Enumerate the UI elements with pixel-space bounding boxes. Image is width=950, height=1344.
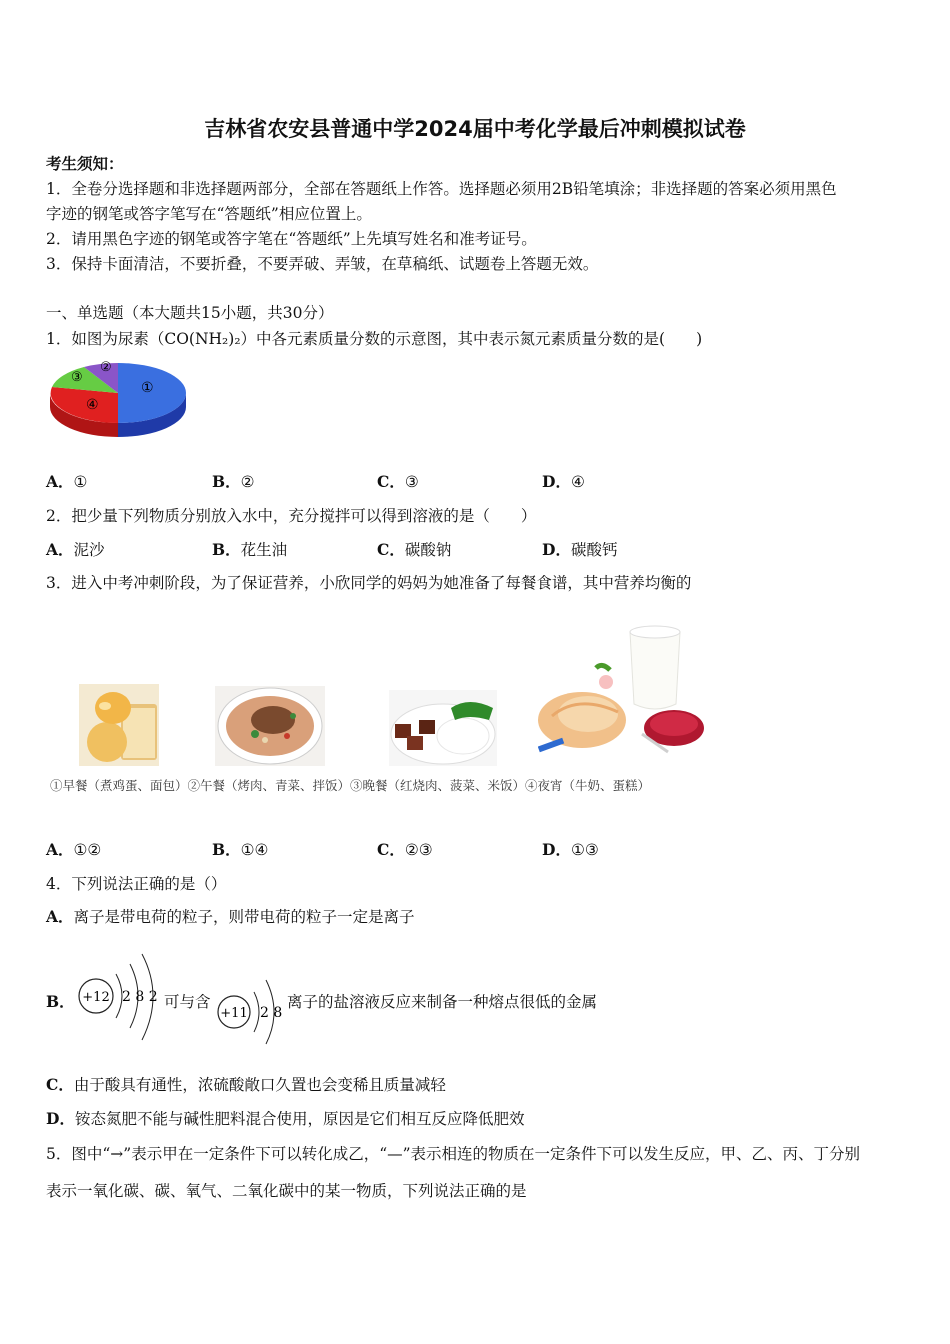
q4-option-c[interactable] [46,1073,446,1095]
breakfast-image [79,684,159,766]
option-text: ① [73,473,88,491]
option-text: 铵态氮肥不能与碱性肥料混合使用，原因是它们相互反应降低肥效 [74,1110,525,1128]
q4-option-a[interactable] [46,905,415,927]
nucleus-charge: +11 [220,1006,248,1021]
electron-shells: 2 8 2 [122,989,158,1005]
pie-label-3: ③ [71,370,83,385]
option-text: ①② [73,841,102,859]
option-text: ③ [404,473,419,491]
option-letter: C． [377,472,405,491]
notice-heading: 考生须知： [46,154,124,173]
question-2-stem: 2．把少量下列物质分别放入水中，充分搅拌可以得到溶液的是（ ） [46,507,537,525]
notice-item: 2．请用黑色字迹的钢笔或答字笔在“答题纸”上先填写姓名和准考证号。 [46,230,537,248]
q4-option-d[interactable] [46,1107,524,1129]
pie-chart-figure [46,355,190,439]
option-letter: C． [377,540,405,559]
q4-b-tail-text: 离子的盐溶液反应来制备一种熔点很低的金属 [287,993,598,1011]
q1-option-c[interactable] [377,470,419,492]
option-letter: C． [46,1075,74,1094]
question-5-stem-line1: 5．图中“→”表示甲在一定条件下可以转化成乙，“—”表示相连的物质在一定条件下可以发生反应，甲、乙、丙、丁分别 [46,1145,861,1163]
option-text: ②③ [404,841,433,859]
option-text: ② [240,473,255,491]
option-letter: A． [46,840,74,859]
option-letter: D． [542,472,571,491]
option-letter: B． [212,472,241,491]
q1-option-b[interactable] [212,470,255,492]
notice-item: 1．全卷分选择题和非选择题两部分，全部在答题纸上作答。选择题必须用2B铅笔填涂；非选择题的答案必须用黑色 [46,180,837,198]
q3-option-c[interactable] [377,838,433,860]
q4-option-b-letter[interactable]: B． [46,992,75,1011]
q3-option-d[interactable] [542,838,599,860]
page-title: 吉林省农安县普通中学2024届中考化学最后冲刺模拟试卷 [204,117,746,141]
q3-option-a[interactable] [46,838,101,860]
option-letter: D． [542,840,571,859]
option-text: ①③ [570,841,599,859]
q2-option-a[interactable] [46,538,105,560]
question-3-stem: 3．进入中考冲刺阶段，为了保证营养，小欣同学的妈妈为她准备了每餐食谱，其中营养均衡的 [46,574,692,592]
option-letter: B． [212,540,241,559]
notice-item: 3．保持卡面清洁，不要折叠，不要弄破、弄皱，在草稿纸、试题卷上答题无效。 [46,255,599,273]
nucleus-charge: +12 [82,990,110,1005]
q2-option-b[interactable] [212,538,287,560]
option-letter: D． [542,540,571,559]
pie-label-4: ④ [86,397,99,413]
notice-item: 字迹的钢笔或答字笔写在“答题纸”相应位置上。 [46,205,372,223]
q4-b-mid-text: 可与含 [164,993,211,1011]
dinner-image [389,690,497,766]
option-letter: C． [377,840,405,859]
question-4-stem: 4．下列说法正确的是（） [46,875,227,893]
option-letter: A． [46,540,74,559]
question-1-stem: 1．如图为尿素（CO(NH₂)₂）中各元素质量分数的示意图，其中表示氮元素质量分数的是( ) [46,330,703,348]
option-letter: A． [46,472,74,491]
atom-diagram-na [216,962,288,1052]
option-letter: B． [212,840,241,859]
q2-option-d[interactable] [542,538,617,560]
q3-option-b[interactable] [212,838,268,860]
q1-option-d[interactable] [542,470,585,492]
option-text: 花生油 [240,541,288,559]
pie-label-2: ② [100,360,112,375]
option-text: ④ [570,473,585,491]
option-text: 泥沙 [73,541,105,559]
option-text: ①④ [240,841,269,859]
option-text: 碳酸钠 [404,541,452,559]
option-text: 碳酸钙 [570,541,618,559]
option-letter: A． [46,907,74,926]
lunch-image [215,686,325,766]
late-snack-image [538,624,708,770]
option-text: 离子是带电荷的粒子，则带电荷的粒子一定是离子 [73,908,415,926]
electron-shells: 2 8 [260,1005,283,1021]
meal-caption: ①早餐（煮鸡蛋、面包）②午餐（烤肉、青菜、拌饭）③晚餐（红烧肉、菠菜、米饭）④夜宵（牛奶、蛋糕） [50,778,651,793]
q1-option-a[interactable] [46,470,87,492]
pie-label-1: ① [141,380,154,396]
option-letter: D． [46,1109,75,1128]
section-heading: 一、单选题（本大题共15小题，共30分） [46,304,334,322]
q2-option-c[interactable] [377,538,451,560]
option-text: 由于酸具有通性，浓硫酸敞口久置也会变稀且质量减轻 [73,1076,446,1094]
question-5-stem-line2: 表示一氧化碳、碳、氧气、二氧化碳中的某一物质，下列说法正确的是 [46,1182,527,1200]
